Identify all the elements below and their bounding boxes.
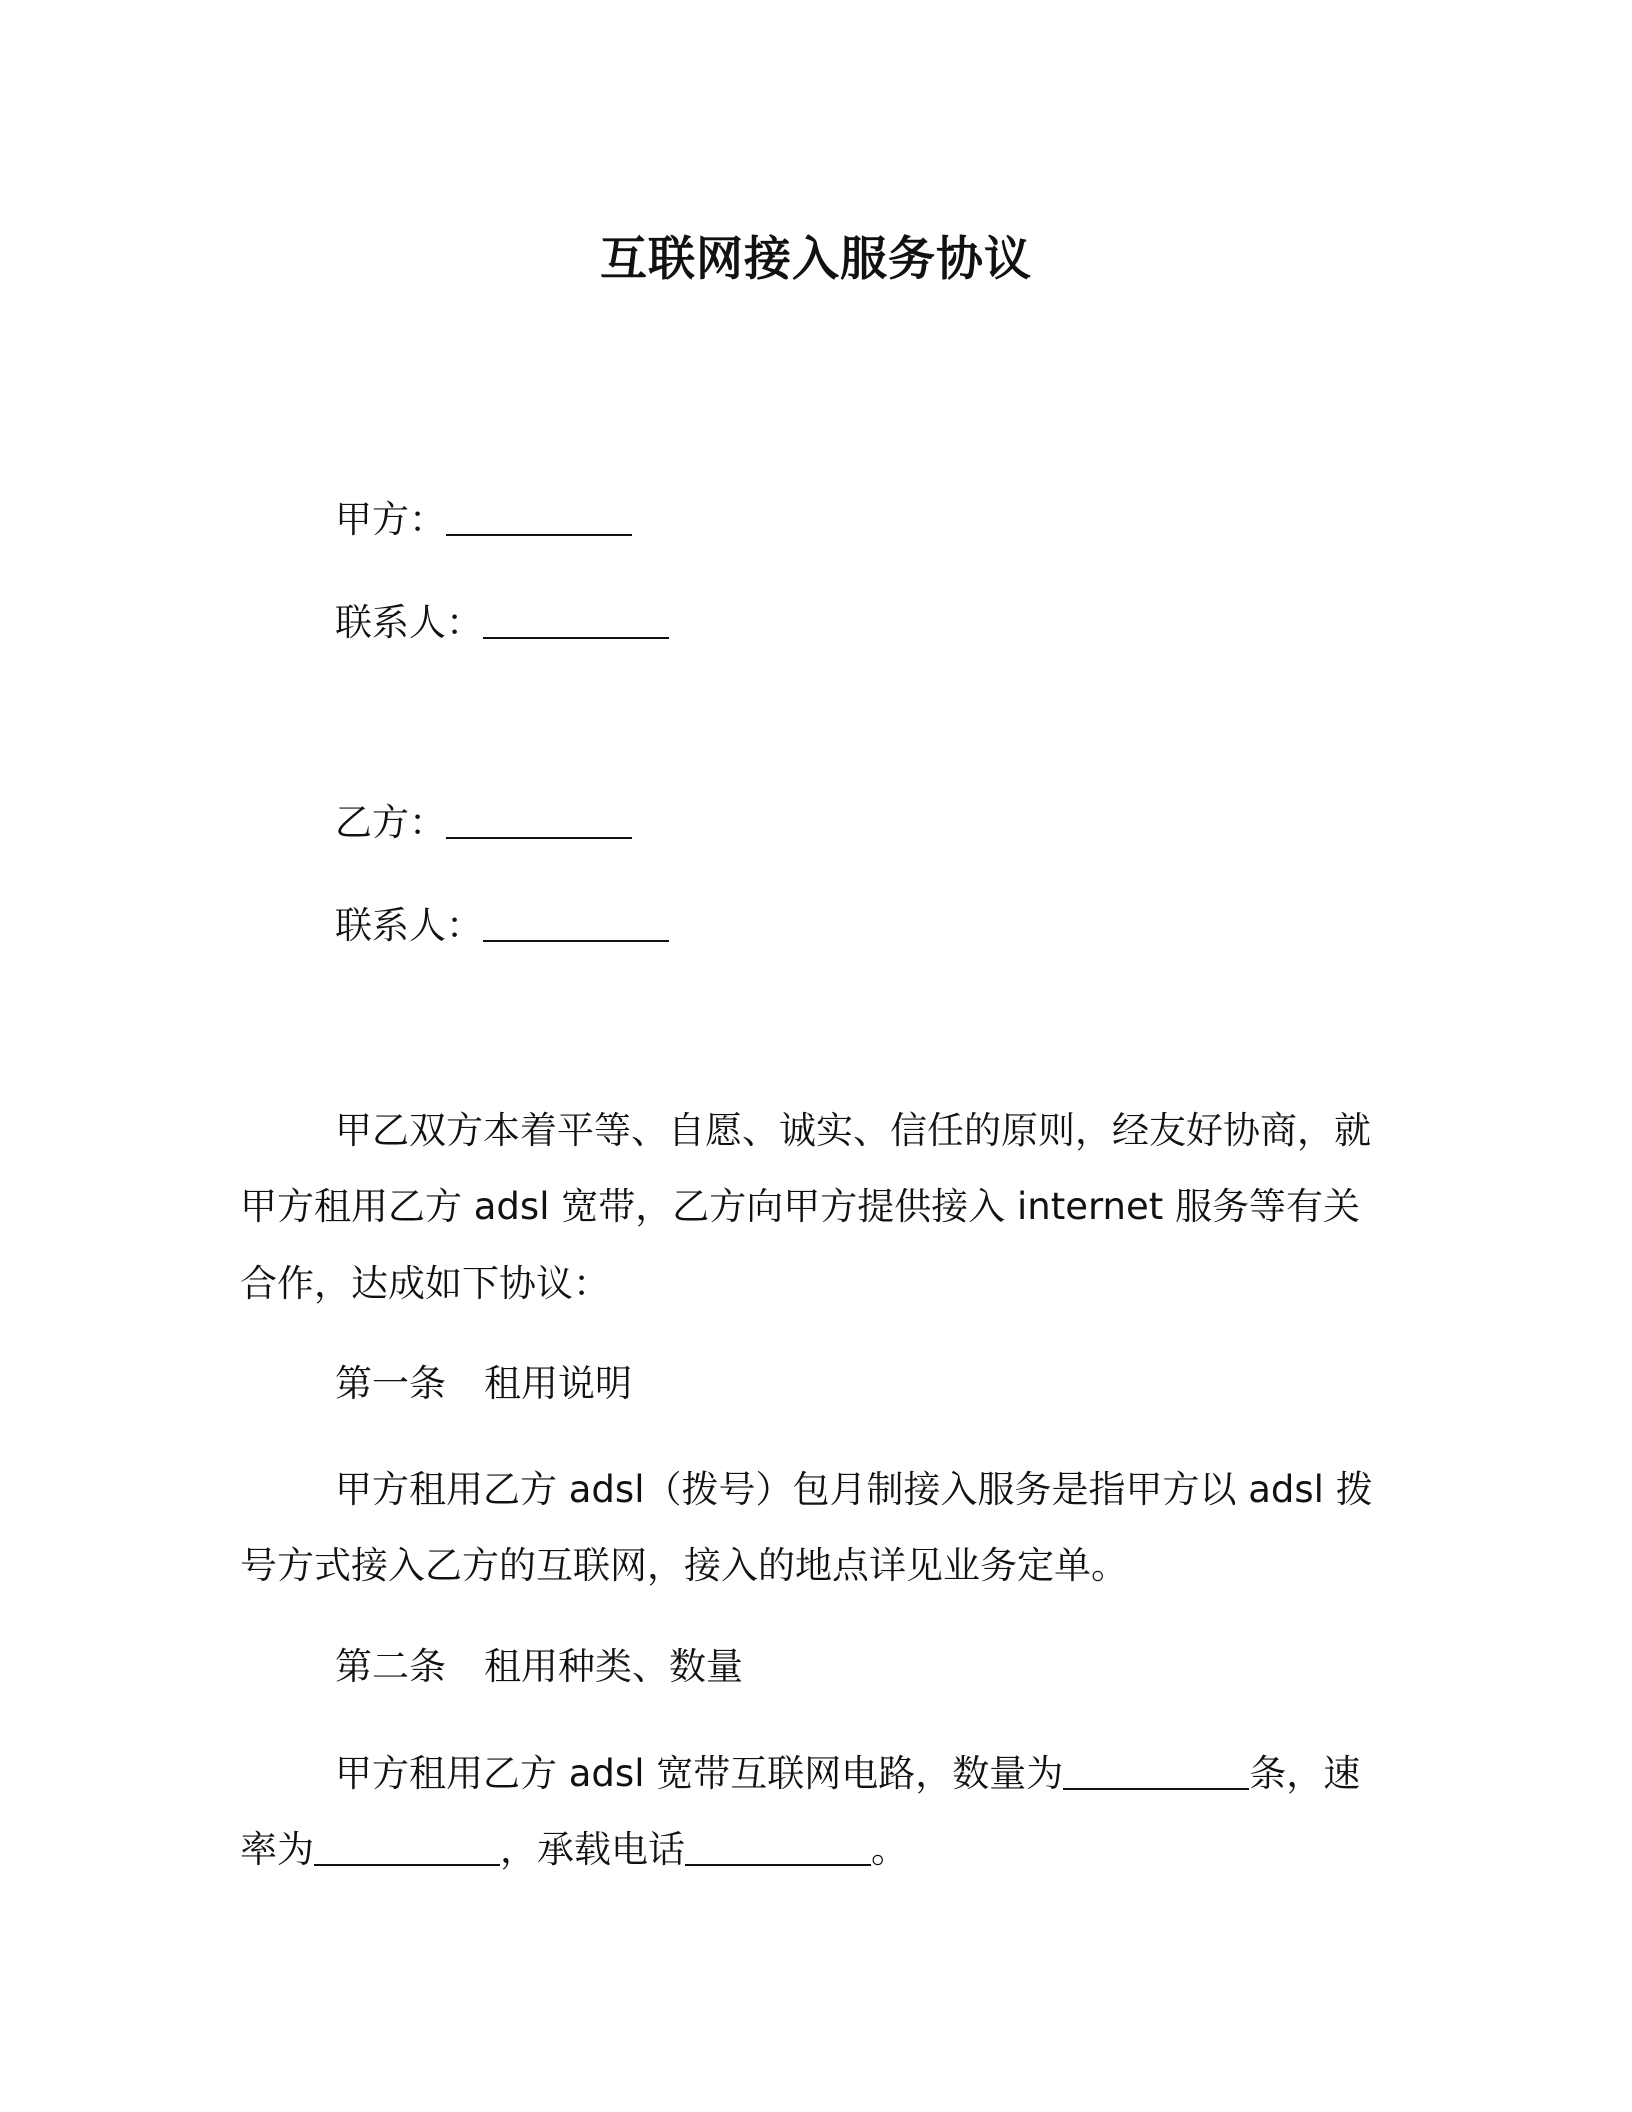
party-a-contact-blank bbox=[483, 601, 669, 639]
party-a-blank bbox=[446, 498, 632, 536]
line-count-blank bbox=[1063, 1752, 1249, 1790]
party-a-label: 甲方： bbox=[335, 498, 446, 541]
party-b-blank bbox=[446, 801, 632, 839]
party-b-contact-line bbox=[335, 900, 669, 951]
party-a-line bbox=[335, 494, 632, 545]
article-1-heading bbox=[335, 1359, 632, 1409]
article-2-number: 第二条 bbox=[335, 1645, 446, 1688]
article-2-line-2-mid: ，承载电话 bbox=[500, 1828, 685, 1871]
intro-line-1: 甲乙双方本着平等、自愿、诚实、信任的原则，经友好协商，就 bbox=[335, 1109, 1371, 1152]
article-1-title: 租用说明 bbox=[484, 1362, 632, 1405]
party-b-label: 乙方： bbox=[335, 801, 446, 844]
party-a-contact-line bbox=[335, 597, 669, 648]
party-b-contact-blank bbox=[483, 904, 669, 942]
document-title: 互联网接入服务协议 bbox=[600, 232, 1032, 287]
article-2-title: 租用种类、数量 bbox=[484, 1645, 743, 1688]
party-b-line bbox=[335, 797, 632, 848]
phone-blank bbox=[685, 1828, 871, 1866]
party-b-contact-label: 联系人： bbox=[335, 904, 483, 947]
article-2-line-1 bbox=[335, 1748, 1360, 1799]
intro-line-3: 合作，达成如下协议： bbox=[240, 1262, 610, 1305]
article-2-line-2-end: 。 bbox=[871, 1828, 908, 1871]
party-a-contact-label: 联系人： bbox=[335, 601, 483, 644]
intro-line-2: 甲方租用乙方 adsl 宽带，乙方向甲方提供接入 internet 服务等有关 bbox=[240, 1185, 1361, 1228]
article-2-heading bbox=[335, 1642, 743, 1692]
article-1-number: 第一条 bbox=[335, 1362, 446, 1405]
article-2-line-2 bbox=[240, 1824, 908, 1875]
article-2-line-1-text: 甲方租用乙方 adsl 宽带互联网电路，数量为 bbox=[335, 1752, 1064, 1795]
article-1-line-1: 甲方租用乙方 adsl（拨号）包月制接入服务是指甲方以 adsl 拨 bbox=[335, 1468, 1373, 1511]
speed-blank bbox=[314, 1828, 500, 1866]
article-1-line-2: 号方式接入乙方的互联网，接入的地点详见业务定单。 bbox=[240, 1544, 1128, 1587]
article-2-line-2-text: 率为 bbox=[240, 1828, 314, 1871]
article-2-line-1-suffix: 条，速 bbox=[1249, 1752, 1361, 1795]
